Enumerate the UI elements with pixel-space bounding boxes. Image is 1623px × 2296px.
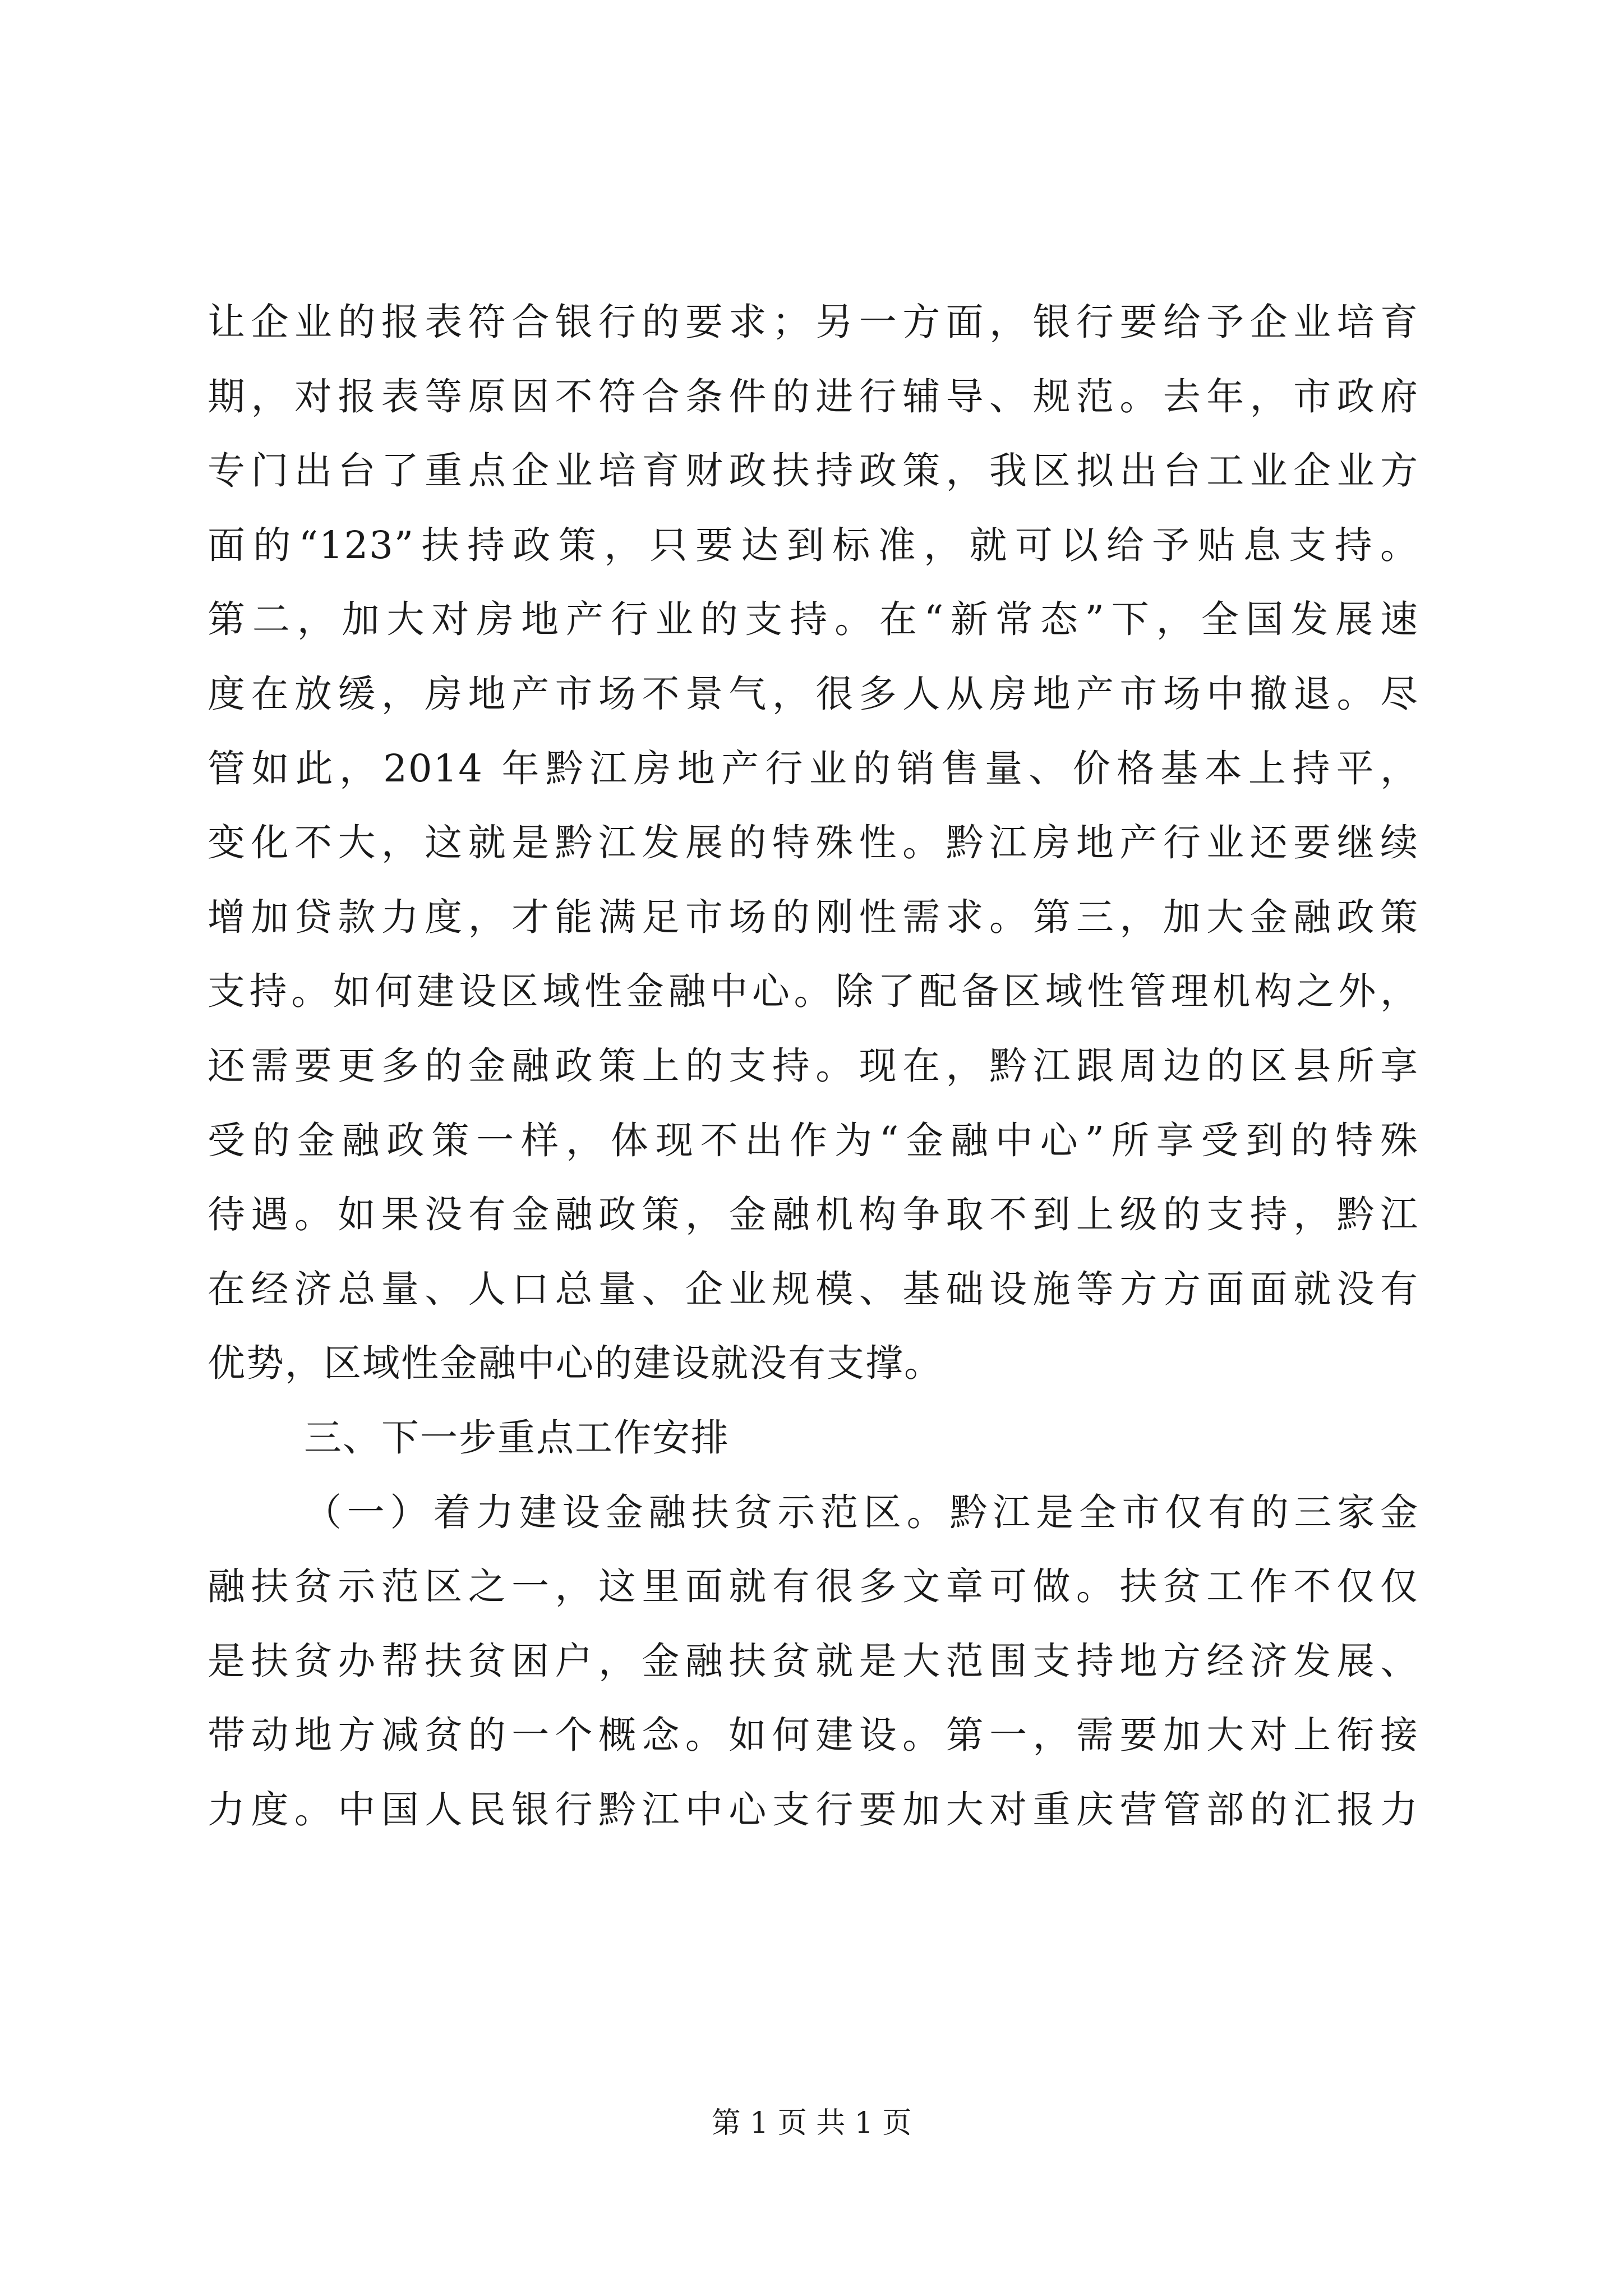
paragraph-line: 变化不大，这就是黔江发展的特殊性。黔江房地产行业还要继续	[208, 821, 1419, 865]
subsection-heading-line: （一）着力建设金融扶贫示范区。黔江是全市仅有的三家金	[304, 1490, 1419, 1534]
paragraph-line: 优势，区域性金融中心的建设就没有支撑。	[208, 1341, 943, 1386]
paragraph-line: 带动地方减贫的一个概念。如何建设。第一，需要加大对上衔接	[208, 1713, 1419, 1757]
paragraph-line: 还需要更多的金融政策上的支持。现在，黔江跟周边的区县所享	[208, 1043, 1419, 1088]
page-footer: 第 1 页 共 1 页	[711, 2106, 912, 2140]
paragraph-line: 度在放缓，房地产市场不景气，很多人从房地产市场中撤退。尽	[208, 671, 1419, 716]
paragraph-line: 面的“123”扶持政策，只要达到标准，就可以给予贴息支持。	[208, 523, 1419, 567]
paragraph-line: 是扶贫办帮扶贫困户，金融扶贫就是大范围支持地方经济发展、	[208, 1639, 1419, 1683]
paragraph-line: 让企业的报表符合银行的要求；另一方面，银行要给予企业培育	[208, 300, 1419, 344]
paragraph-line: 支持。如何建设区域性金融中心。除了配备区域性管理机构之外，	[208, 969, 1419, 1014]
paragraph-line: 期，对报表等原因不符合条件的进行辅导、规范。去年，市政府	[208, 374, 1419, 418]
paragraph-line: 第二，加大对房地产行业的支持。在“新常态”下，全国发展速	[208, 597, 1419, 642]
paragraph-line: 受的金融政策一样，体现不出作为“金融中心”所享受到的特殊	[208, 1118, 1419, 1162]
paragraph-line: 管如此，2014 年黔江房地产行业的销售量、价格基本上持平，	[208, 746, 1419, 790]
paragraph-line: 力度。中国人民银行黔江中心支行要加大对重庆营管部的汇报力	[208, 1787, 1419, 1832]
paragraph-line: 专门出台了重点企业培育财政扶持政策，我区拟出台工业企业方	[208, 449, 1419, 493]
section-heading: 三、下一步重点工作安排	[304, 1415, 730, 1460]
paragraph-line: 在经济总量、人口总量、企业规模、基础设施等方方面面就没有	[208, 1267, 1419, 1311]
paragraph-line: 待遇。如果没有金融政策，金融机构争取不到上级的支持，黔江	[208, 1193, 1419, 1237]
document-body	[208, 285, 1419, 1847]
paragraph-line: 融扶贫示范区之一，这里面就有很多文章可做。扶贫工作不仅仅	[208, 1565, 1419, 1609]
paragraph-line: 增加贷款力度，才能满足市场的刚性需求。第三，加大金融政策	[208, 895, 1419, 939]
